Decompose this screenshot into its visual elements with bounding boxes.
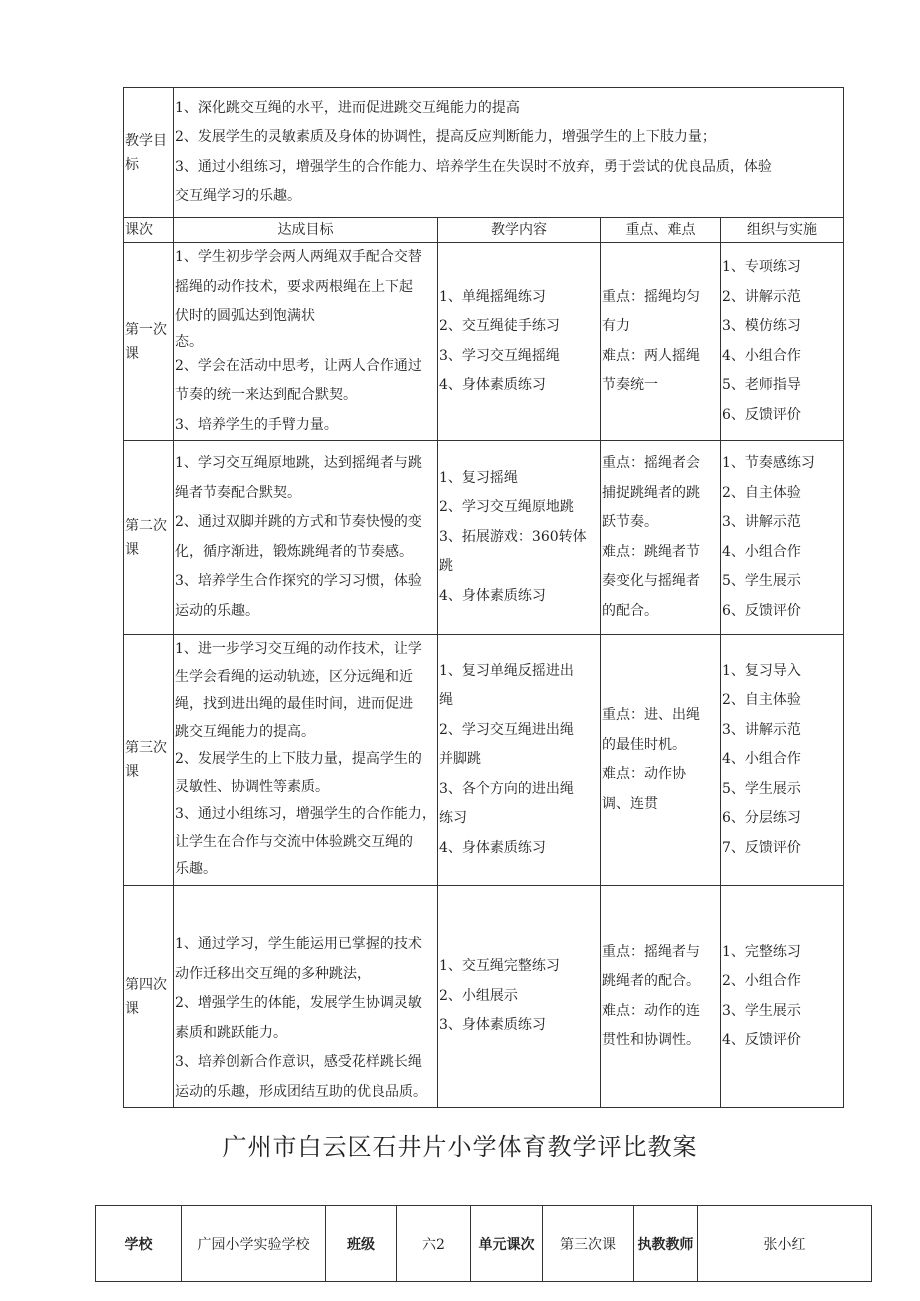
content-line: 2、学习交互绳原地跳 bbox=[439, 499, 574, 516]
document-title: 广州市白云区石井片小学体育教学评比教案 bbox=[222, 1133, 698, 1161]
organization-line: 6、分层练习 bbox=[722, 810, 801, 827]
keypoint-line: 难点：动作的连 bbox=[602, 1002, 700, 1019]
lesson-keypoints bbox=[601, 635, 721, 886]
keypoint-line: 的配合。 bbox=[602, 602, 658, 619]
objective-line: 2、发展学生的上下肢力量，提高学生的 bbox=[175, 751, 422, 768]
objective-line: 跳交互绳能力的提高。 bbox=[175, 723, 315, 740]
organization-line: 4、小组合作 bbox=[722, 543, 801, 560]
lesson-label: 第三次课 bbox=[124, 635, 174, 886]
lesson-info-row bbox=[96, 1206, 872, 1282]
objective-line: 绳者节奏配合默契。 bbox=[175, 484, 301, 501]
goal-line: 2、发展学生的灵敏素质及身体的协调性，提高反应判断能力，增强学生的上下肢力量； bbox=[175, 129, 716, 145]
objective-line: 3、培养学生合作探究的学习习惯，体验 bbox=[175, 573, 422, 589]
lesson-row bbox=[124, 441, 844, 635]
objective-line: 灵敏性、协调性等素质。 bbox=[175, 778, 329, 795]
keypoint-line: 难点：跳绳者节 bbox=[602, 543, 700, 560]
objective-line: 生学会看绳的运动轨迹，区分远绳和近 bbox=[175, 668, 413, 685]
content-line: 4、身体素质练习 bbox=[439, 377, 546, 393]
unit-label: 单元课次 bbox=[471, 1206, 543, 1282]
lesson-organization bbox=[721, 886, 844, 1108]
objective-line: 态。 bbox=[175, 333, 203, 350]
teaching-goals-label: 教学目标 bbox=[124, 88, 174, 218]
objective-line: 1、学生初步学会两人两绳双手配合交替 bbox=[175, 249, 422, 265]
lesson-organization bbox=[721, 243, 844, 441]
organization-line: 2、自主体验 bbox=[722, 692, 801, 709]
objective-line: 乐趣。 bbox=[175, 861, 217, 878]
content-line: 2、小组展示 bbox=[439, 987, 518, 1004]
organization-line: 3、讲解示范 bbox=[722, 514, 801, 530]
organization-line: 5、学生展示 bbox=[722, 573, 801, 589]
keypoint-line: 捕捉跳绳者的跳 bbox=[602, 484, 700, 501]
content-line: 3、各个方向的进出绳 bbox=[439, 780, 574, 797]
content-line: 3、拓展游戏：360转体 bbox=[439, 528, 587, 545]
objective-line: 化，循序渐进，锻炼跳绳者的节奏感。 bbox=[175, 543, 413, 560]
lesson-content bbox=[438, 441, 601, 635]
header-organization: 组织与实施 bbox=[721, 218, 844, 243]
content-line: 绳 bbox=[439, 692, 453, 709]
organization-line: 5、学生展示 bbox=[722, 780, 801, 797]
objective-line: 动作迁移出交互绳的多种跳法， bbox=[175, 965, 371, 982]
lesson-row bbox=[124, 243, 844, 441]
lesson-objectives bbox=[174, 441, 438, 635]
content-line: 3、身体素质练习 bbox=[439, 1017, 546, 1034]
lesson-label: 第二次课 bbox=[124, 441, 174, 635]
content-line: 4、身体素质练习 bbox=[439, 839, 546, 856]
organization-line: 1、复习导入 bbox=[722, 662, 801, 679]
school-label: 学校 bbox=[96, 1206, 182, 1282]
keypoint-line: 贯性和协调性。 bbox=[602, 1032, 700, 1048]
organization-line: 4、反馈评价 bbox=[722, 1032, 801, 1048]
lesson-objectives bbox=[174, 635, 438, 886]
organization-line: 2、自主体验 bbox=[722, 484, 801, 501]
objective-line: 1、通过学习，学生能运用已掌握的技术 bbox=[175, 936, 422, 952]
keypoint-line: 的最佳时机。 bbox=[602, 736, 686, 753]
objective-line: 3、培养创新合作意识，感受花样跳长绳 bbox=[175, 1054, 422, 1070]
keypoint-line: 重点：摇绳均匀 bbox=[602, 288, 700, 305]
objective-line: 2、通过双脚并跳的方式和节奏快慢的变 bbox=[175, 514, 422, 530]
class-value: 六2 bbox=[397, 1206, 471, 1282]
lesson-content bbox=[438, 635, 601, 886]
organization-line: 1、专项练习 bbox=[722, 259, 801, 275]
organization-line: 3、学生展示 bbox=[722, 1002, 801, 1019]
teaching-goals-cell bbox=[174, 88, 844, 218]
objective-line: 节奏的统一来达到配合默契。 bbox=[175, 387, 357, 403]
goal-line: 3、通过小组练习，增强学生的合作能力、培养学生在失误时不放弃，勇于尝试的优良品质，体验 bbox=[175, 158, 772, 175]
lesson-keypoints bbox=[601, 243, 721, 441]
content-line: 2、学习交互绳进出绳 bbox=[439, 721, 574, 738]
organization-line: 3、讲解示范 bbox=[722, 721, 801, 738]
keypoint-line: 重点：摇绳者与 bbox=[602, 943, 700, 960]
objective-line: 让学生在合作与交流中体验跳交互绳的 bbox=[175, 833, 413, 850]
keypoint-line: 难点：动作协 bbox=[602, 766, 686, 782]
keypoint-line: 跃节奏。 bbox=[602, 514, 658, 530]
keypoint-line: 有力 bbox=[602, 318, 630, 334]
lesson-content bbox=[438, 243, 601, 441]
objective-line: 运动的乐趣。 bbox=[175, 602, 259, 619]
objective-line: 3、通过小组练习，增强学生的合作能力， bbox=[175, 806, 436, 823]
content-line: 练习 bbox=[439, 810, 467, 827]
lesson-organization bbox=[721, 441, 844, 635]
content-line: 3、学习交互绳摇绳 bbox=[439, 347, 560, 364]
organization-line: 3、模仿练习 bbox=[722, 318, 801, 334]
lesson-organization bbox=[721, 635, 844, 886]
header-content: 教学内容 bbox=[438, 218, 601, 243]
teacher-value: 张小红 bbox=[698, 1206, 872, 1282]
keypoint-line: 节奏统一 bbox=[602, 377, 658, 393]
lesson-content bbox=[438, 886, 601, 1108]
content-line: 并脚跳 bbox=[439, 751, 481, 768]
objective-line: 摇绳的动作技术，要求两根绳在上下起 bbox=[175, 278, 413, 295]
organization-line: 6、反馈评价 bbox=[722, 406, 801, 423]
objective-line: 3、培养学生的手臂力量。 bbox=[175, 416, 338, 433]
organization-line: 4、小组合作 bbox=[722, 751, 801, 768]
keypoint-line: 重点：摇绳者会 bbox=[602, 455, 700, 471]
unit-value: 第三次课 bbox=[543, 1206, 634, 1282]
keypoint-line: 跳绳者的配合。 bbox=[602, 973, 700, 989]
goal-line: 1、深化跳交互绳的水平，进而促进跳交互绳能力的提高 bbox=[175, 99, 520, 116]
objective-line: 素质和跳跃能力。 bbox=[175, 1024, 287, 1041]
objective-line: 运动的乐趣，形成团结互助的优良品质。 bbox=[175, 1083, 427, 1100]
lesson-objectives bbox=[174, 886, 438, 1108]
lesson-objectives bbox=[174, 243, 438, 441]
content-line: 1、复习摇绳 bbox=[439, 469, 518, 486]
content-line: 跳 bbox=[439, 558, 453, 575]
lesson-row bbox=[124, 886, 844, 1108]
organization-line: 5、老师指导 bbox=[722, 377, 801, 393]
organization-line: 2、小组合作 bbox=[722, 973, 801, 989]
content-line: 4、身体素质练习 bbox=[439, 587, 546, 604]
organization-line: 4、小组合作 bbox=[722, 347, 801, 364]
unit-plan-table bbox=[123, 87, 844, 1108]
table-header-row bbox=[124, 218, 844, 243]
objective-line: 伏时的圆弧达到饱满状 bbox=[175, 308, 315, 324]
organization-line: 6、反馈评价 bbox=[722, 602, 801, 619]
objective-line: 1、学习交互绳原地跳，达到摇绳者与跳 bbox=[175, 455, 422, 471]
header-objectives: 达成目标 bbox=[174, 218, 438, 243]
content-line: 1、交互绳完整练习 bbox=[439, 958, 560, 975]
organization-line: 1、完整练习 bbox=[722, 943, 801, 960]
keypoint-line: 重点：进、出绳 bbox=[602, 707, 700, 723]
lesson-label: 第一次课 bbox=[124, 243, 174, 441]
content-line: 2、交互绳徒手练习 bbox=[439, 318, 560, 334]
organization-line: 7、反馈评价 bbox=[722, 839, 801, 856]
objective-line: 绳，找到进出绳的最佳时间，进而促进 bbox=[175, 696, 413, 713]
organization-line: 2、讲解示范 bbox=[722, 288, 801, 305]
header-lesson: 课次 bbox=[124, 218, 174, 243]
objective-line: 2、学会在活动中思考，让两人合作通过 bbox=[175, 357, 422, 374]
content-line: 1、单绳摇绳练习 bbox=[439, 288, 546, 305]
header-keypoints: 重点、难点 bbox=[601, 218, 721, 243]
lesson-label: 第四次课 bbox=[124, 886, 174, 1108]
teaching-goals-row bbox=[124, 88, 844, 218]
lesson-keypoints bbox=[601, 886, 721, 1108]
keypoint-line: 调、连贯 bbox=[602, 795, 658, 812]
keypoint-line: 奏变化与摇绳者 bbox=[602, 573, 700, 589]
goal-line: 交互绳学习的乐趣。 bbox=[175, 188, 301, 204]
lesson-row bbox=[124, 635, 844, 886]
keypoint-line: 难点：两人摇绳 bbox=[602, 347, 700, 364]
objective-line: 1、进一步学习交互绳的动作技术，让学 bbox=[175, 641, 422, 658]
lesson-keypoints bbox=[601, 441, 721, 635]
lesson-info-table bbox=[95, 1205, 872, 1282]
organization-line: 1、节奏感练习 bbox=[722, 455, 815, 471]
teacher-label: 执教教师 bbox=[634, 1206, 698, 1282]
content-line: 1、复习单绳反摇进出 bbox=[439, 662, 574, 679]
objective-line: 2、增强学生的体能，发展学生协调灵敏 bbox=[175, 995, 422, 1011]
school-value: 广园小学实验学校 bbox=[182, 1206, 326, 1282]
class-label: 班级 bbox=[326, 1206, 397, 1282]
